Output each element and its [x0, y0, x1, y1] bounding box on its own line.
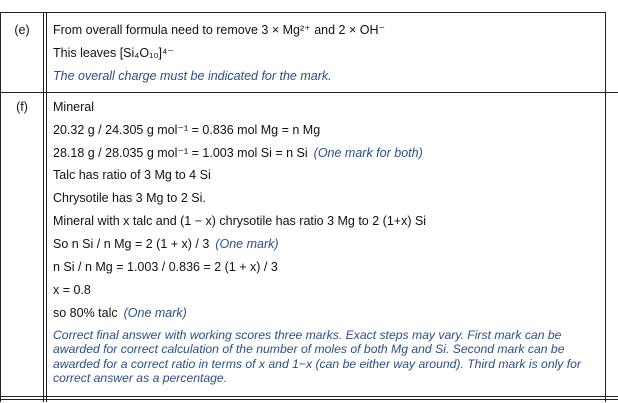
marking-note: (One mark): [215, 237, 279, 251]
answer-text: So n Si / n Mg = 2 (1 + x) / 3: [53, 237, 210, 251]
answer-line: [53, 282, 604, 298]
answer-line: [53, 167, 604, 183]
marking-note: (One mark): [123, 306, 187, 320]
answer-text: 20.32 g / 24.305 g mol⁻¹ = 0.836 mol Mg = n Mg: [53, 123, 321, 137]
answer-line: [53, 122, 604, 138]
column-divider-outer: [43, 12, 44, 402]
table-bottom-border-outer: [0, 396, 618, 397]
answer-line: [53, 145, 604, 161]
answer-text: From overall formula need to remove 3 × Mg²⁺ and 2 × OH⁻: [53, 23, 386, 37]
table-right-border: [605, 12, 606, 402]
answer-line: [53, 259, 604, 275]
column-divider-inner: [46, 12, 47, 402]
answer-text: Mineral with x talc and (1 − x) chrysotile has ratio 3 Mg to 2 (1+x) Si: [53, 214, 427, 228]
table-bottom-border-inner: [0, 399, 618, 400]
row-divider: [0, 92, 618, 93]
answer-text: x = 0.8: [53, 283, 91, 297]
answer-text: This leaves [Si₄O₁₀]⁴⁻: [53, 46, 174, 60]
answer-text: 28.18 g / 28.035 g mol⁻¹ = 1.003 mol Si = n Si: [53, 146, 308, 160]
answer-line: [53, 68, 604, 84]
answer-line: [53, 213, 604, 229]
row-label-e: (e): [14, 23, 30, 37]
marking-guidance-paragraph: Correct final answer with working scores three marks. Exact steps may vary. First mark can be awarded for correct calculation of the number of moles of both Mg and Si. Second mark can be awarded for a correct ratio in terms of x and 1−x (can be either way around). Third mark is only for correct answer as a percentage.: [53, 328, 582, 385]
marking-note: The overall charge must be indicated for the mark.: [53, 69, 332, 83]
answer-line: [53, 305, 604, 321]
table-left-border: [0, 12, 1, 402]
answer-text: Chrysotile has 3 Mg to 2 Si.: [53, 191, 206, 205]
marking-note: (One mark for both): [313, 146, 423, 160]
answer-text: so 80% talc: [53, 306, 118, 320]
answer-text: Mineral: [53, 100, 94, 114]
row-label-f: (f): [16, 100, 28, 114]
answer-line: [53, 99, 604, 115]
answer-line: [53, 45, 604, 61]
answer-text: n Si / n Mg = 1.003 / 0.836 = 2 (1 + x) / 3: [53, 260, 278, 274]
answer-line: [53, 22, 604, 38]
answer-line: [53, 190, 604, 206]
answer-text: Talc has ratio of 3 Mg to 4 Si: [53, 168, 211, 182]
table-top-border: [0, 12, 606, 13]
answer-line: [53, 236, 604, 252]
